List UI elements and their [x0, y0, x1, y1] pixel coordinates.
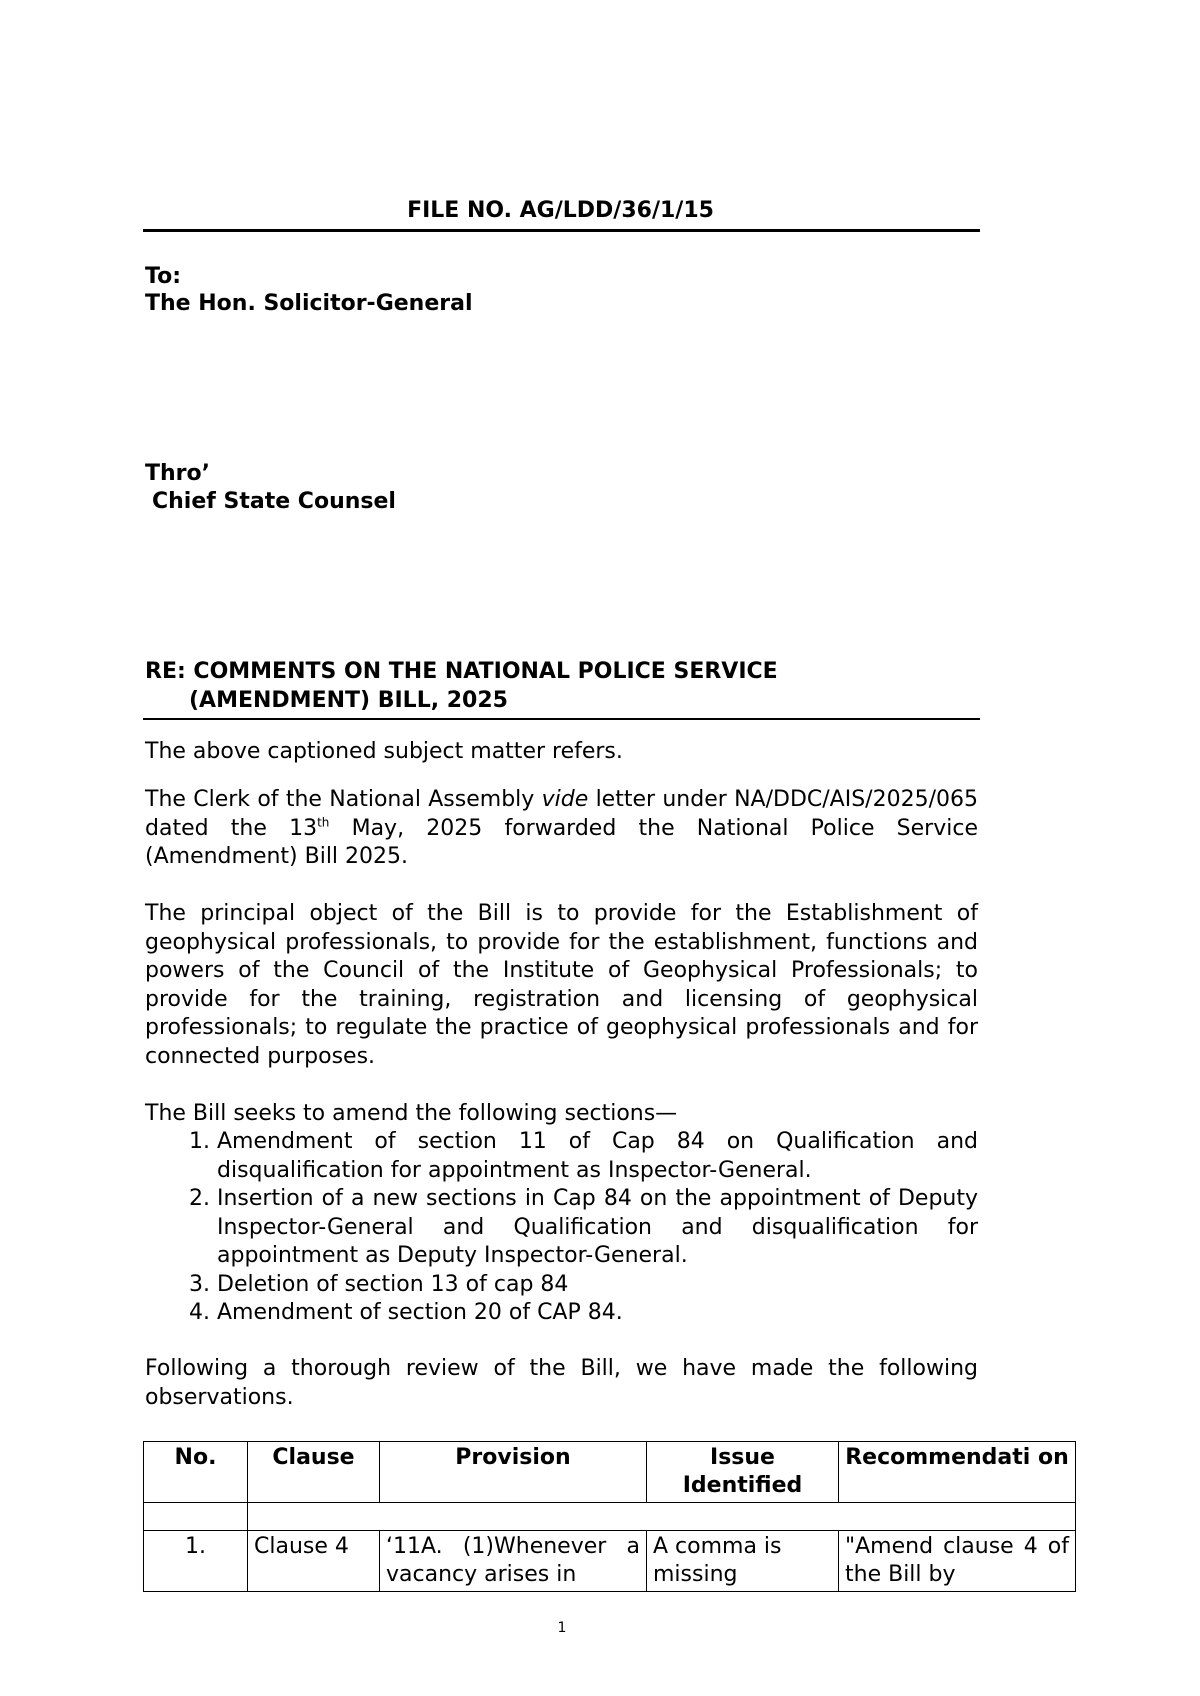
- row-recommendation: "Amend clause 4 of the Bill by: [839, 1531, 1076, 1592]
- amendment-item: 3. Deletion of section 13 of cap 84: [217, 1271, 978, 1300]
- clerk-paragraph: [145, 786, 978, 872]
- row-issue: A comma is missing: [647, 1531, 839, 1592]
- page-number: 1: [557, 1620, 567, 1636]
- observations-paragraph: Following a thorough review of the Bill, we have made the following observations.: [145, 1356, 978, 1410]
- thro-name: Chief State Counsel: [152, 489, 396, 514]
- table-spacer-row: [144, 1503, 1076, 1531]
- subject-line-2: (AMENDMENT) BILL, 2025: [189, 688, 508, 713]
- amendment-item: 2. Insertion of a new sections in Cap 84 on the appointment of Deputy Inspector-General and Qualification and disqualification for appointment as Deputy Inspector-General.: [217, 1185, 978, 1271]
- spacer-cell: [144, 1503, 248, 1531]
- amendment-item: 4. Amendment of section 20 of CAP 84.: [217, 1299, 978, 1328]
- header-rule: [143, 229, 980, 232]
- to-name: The Hon. Solicitor-General: [145, 291, 473, 316]
- amendments-intro: The Bill seeks to amend the following sections—: [145, 1101, 678, 1126]
- header-clause: Clause: [248, 1442, 380, 1503]
- thro-label: Thro’: [145, 461, 210, 486]
- object-paragraph: The principal object of the Bill is to provide for the Establishment of geophysical professionals, to provide for the establishment, functions and powers of the Council of the Institute of Geophysical Professionals; to provide for the training, registration and licensing of geophysical professionals; to regulate the practice of geophysical professionals and for connected purposes.: [145, 901, 978, 1069]
- header-issue: Issue Identified: [647, 1442, 839, 1503]
- spacer-cell-wide: [248, 1503, 1076, 1531]
- ordinal-suffix: th: [317, 815, 330, 830]
- row-no: 1.: [144, 1531, 248, 1592]
- header-no: No.: [144, 1442, 248, 1503]
- amendment-item: 1. Amendment of section 11 of Cap 84 on Qualification and disqualification for appointment as Inspector-General.: [217, 1128, 978, 1185]
- clerk-paragraph-b: letter under NA/DDC/AIS/2025/065 dated the 13: [145, 787, 978, 841]
- intro-paragraph: The above captioned subject matter refers.: [145, 739, 623, 764]
- file-number: FILE NO. AG/LDD/36/1/15: [407, 198, 714, 223]
- row-provision: ‘11A. (1)Whenever a vacancy arises in: [380, 1531, 647, 1592]
- table-row: [144, 1531, 1076, 1592]
- subject-line-1: RE: COMMENTS ON THE NATIONAL POLICE SERVICE: [145, 659, 778, 684]
- table-header-row: [144, 1442, 1076, 1503]
- subject-rule: [143, 718, 980, 720]
- to-label: To:: [145, 264, 181, 289]
- header-provision: Provision: [380, 1442, 647, 1503]
- header-recommendation: Recommendati on: [839, 1442, 1076, 1503]
- row-clause: Clause 4: [248, 1531, 380, 1592]
- comments-table: [143, 1441, 1076, 1592]
- clerk-paragraph-c: May, 2025 forwarded the National Police Service (Amendment) Bill 2025.: [145, 815, 978, 869]
- clerk-paragraph-a: The Clerk of the National Assembly: [145, 787, 542, 812]
- vide-word: vide: [541, 787, 589, 812]
- amendments-list: [145, 1128, 978, 1328]
